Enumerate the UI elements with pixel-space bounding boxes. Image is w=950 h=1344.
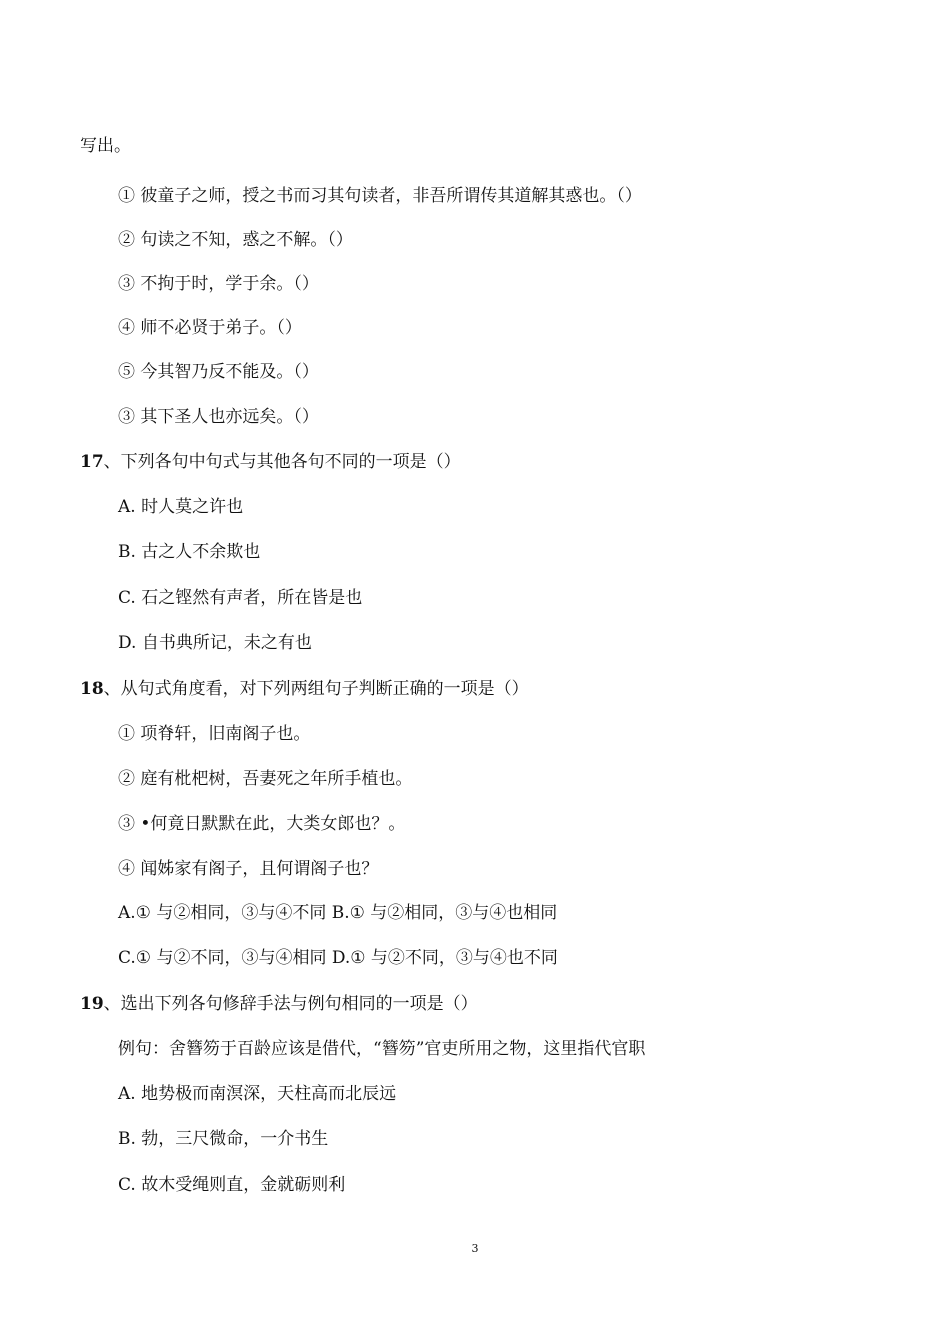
q16-item-6: ③ 其下圣人也亦远矣。（） <box>118 407 319 427</box>
q18-options-ab: A.① 与②相同，③与④不同 B.① 与②相同，③与④也相同 <box>118 903 558 923</box>
q17-stem: 、下列各句中句式与其他各句不同的一项是（） <box>103 452 461 472</box>
q19-number: 19 <box>80 994 104 1014</box>
q18-number: 18 <box>80 679 104 699</box>
q18-sentence-1: ① 项脊轩，旧南阁子也。 <box>118 724 311 744</box>
q19-stem: 、选出下列各句修辞手法与例句相同的一项是（） <box>103 994 478 1014</box>
q17-option-a: A. 时人莫之许也 <box>118 497 244 517</box>
q18-sentence-2: ② 庭有枇杷树，吾妻死之年所手植也。 <box>118 769 413 789</box>
q16-item-2: ② 句读之不知，惑之不解。（） <box>118 230 353 250</box>
q18-options-cd: C.① 与②不同，③与④相同 D.① 与②不同，③与④也不同 <box>118 948 558 968</box>
q18-stem-line <box>80 677 529 701</box>
q16-item-4: ④ 师不必贤于弟子。（） <box>118 318 302 338</box>
q17-stem-line <box>80 450 461 474</box>
q19-option-a: A. 地势极而南溟深，天柱高而北辰远 <box>118 1084 397 1104</box>
q18-sentence-3: ③ •何竟日默默在此，大类女郎也？。 <box>118 814 406 834</box>
q17-option-d: D. 自书典所记，未之有也 <box>118 633 312 653</box>
page-number: 3 <box>471 1242 479 1255</box>
q18-stem: 、从句式角度看，对下列两组句子判断正确的一项是（） <box>103 679 529 699</box>
q16-item-5: ⑤ 今其智乃反不能及。（） <box>118 362 319 382</box>
q17-option-b: B. 古之人不余欺也 <box>118 542 261 562</box>
q16-item-3: ③ 不拘于时，学于余。（） <box>118 274 319 294</box>
q19-stem-line <box>80 992 478 1016</box>
q19-example: 例句：舍簪笏于百龄应该是借代，“簪笏”官吏所用之物，这里指代官职 <box>118 1039 646 1059</box>
q19-option-c: C. 故木受绳则直，金就砺则利 <box>118 1175 346 1195</box>
intro-text: 写出。 <box>80 136 131 156</box>
q16-item-1: ① 彼童子之师，授之书而习其句读者，非吾所谓传其道解其惑也。（） <box>118 186 642 206</box>
q17-option-c: C. 石之铿然有声者，所在皆是也 <box>118 588 363 608</box>
q18-sentence-4: ④ 闻姊家有阁子，且何谓阁子也？ <box>118 859 379 879</box>
q17-number: 17 <box>80 452 104 472</box>
q19-option-b: B. 勃，三尺微命，一介书生 <box>118 1129 329 1149</box>
